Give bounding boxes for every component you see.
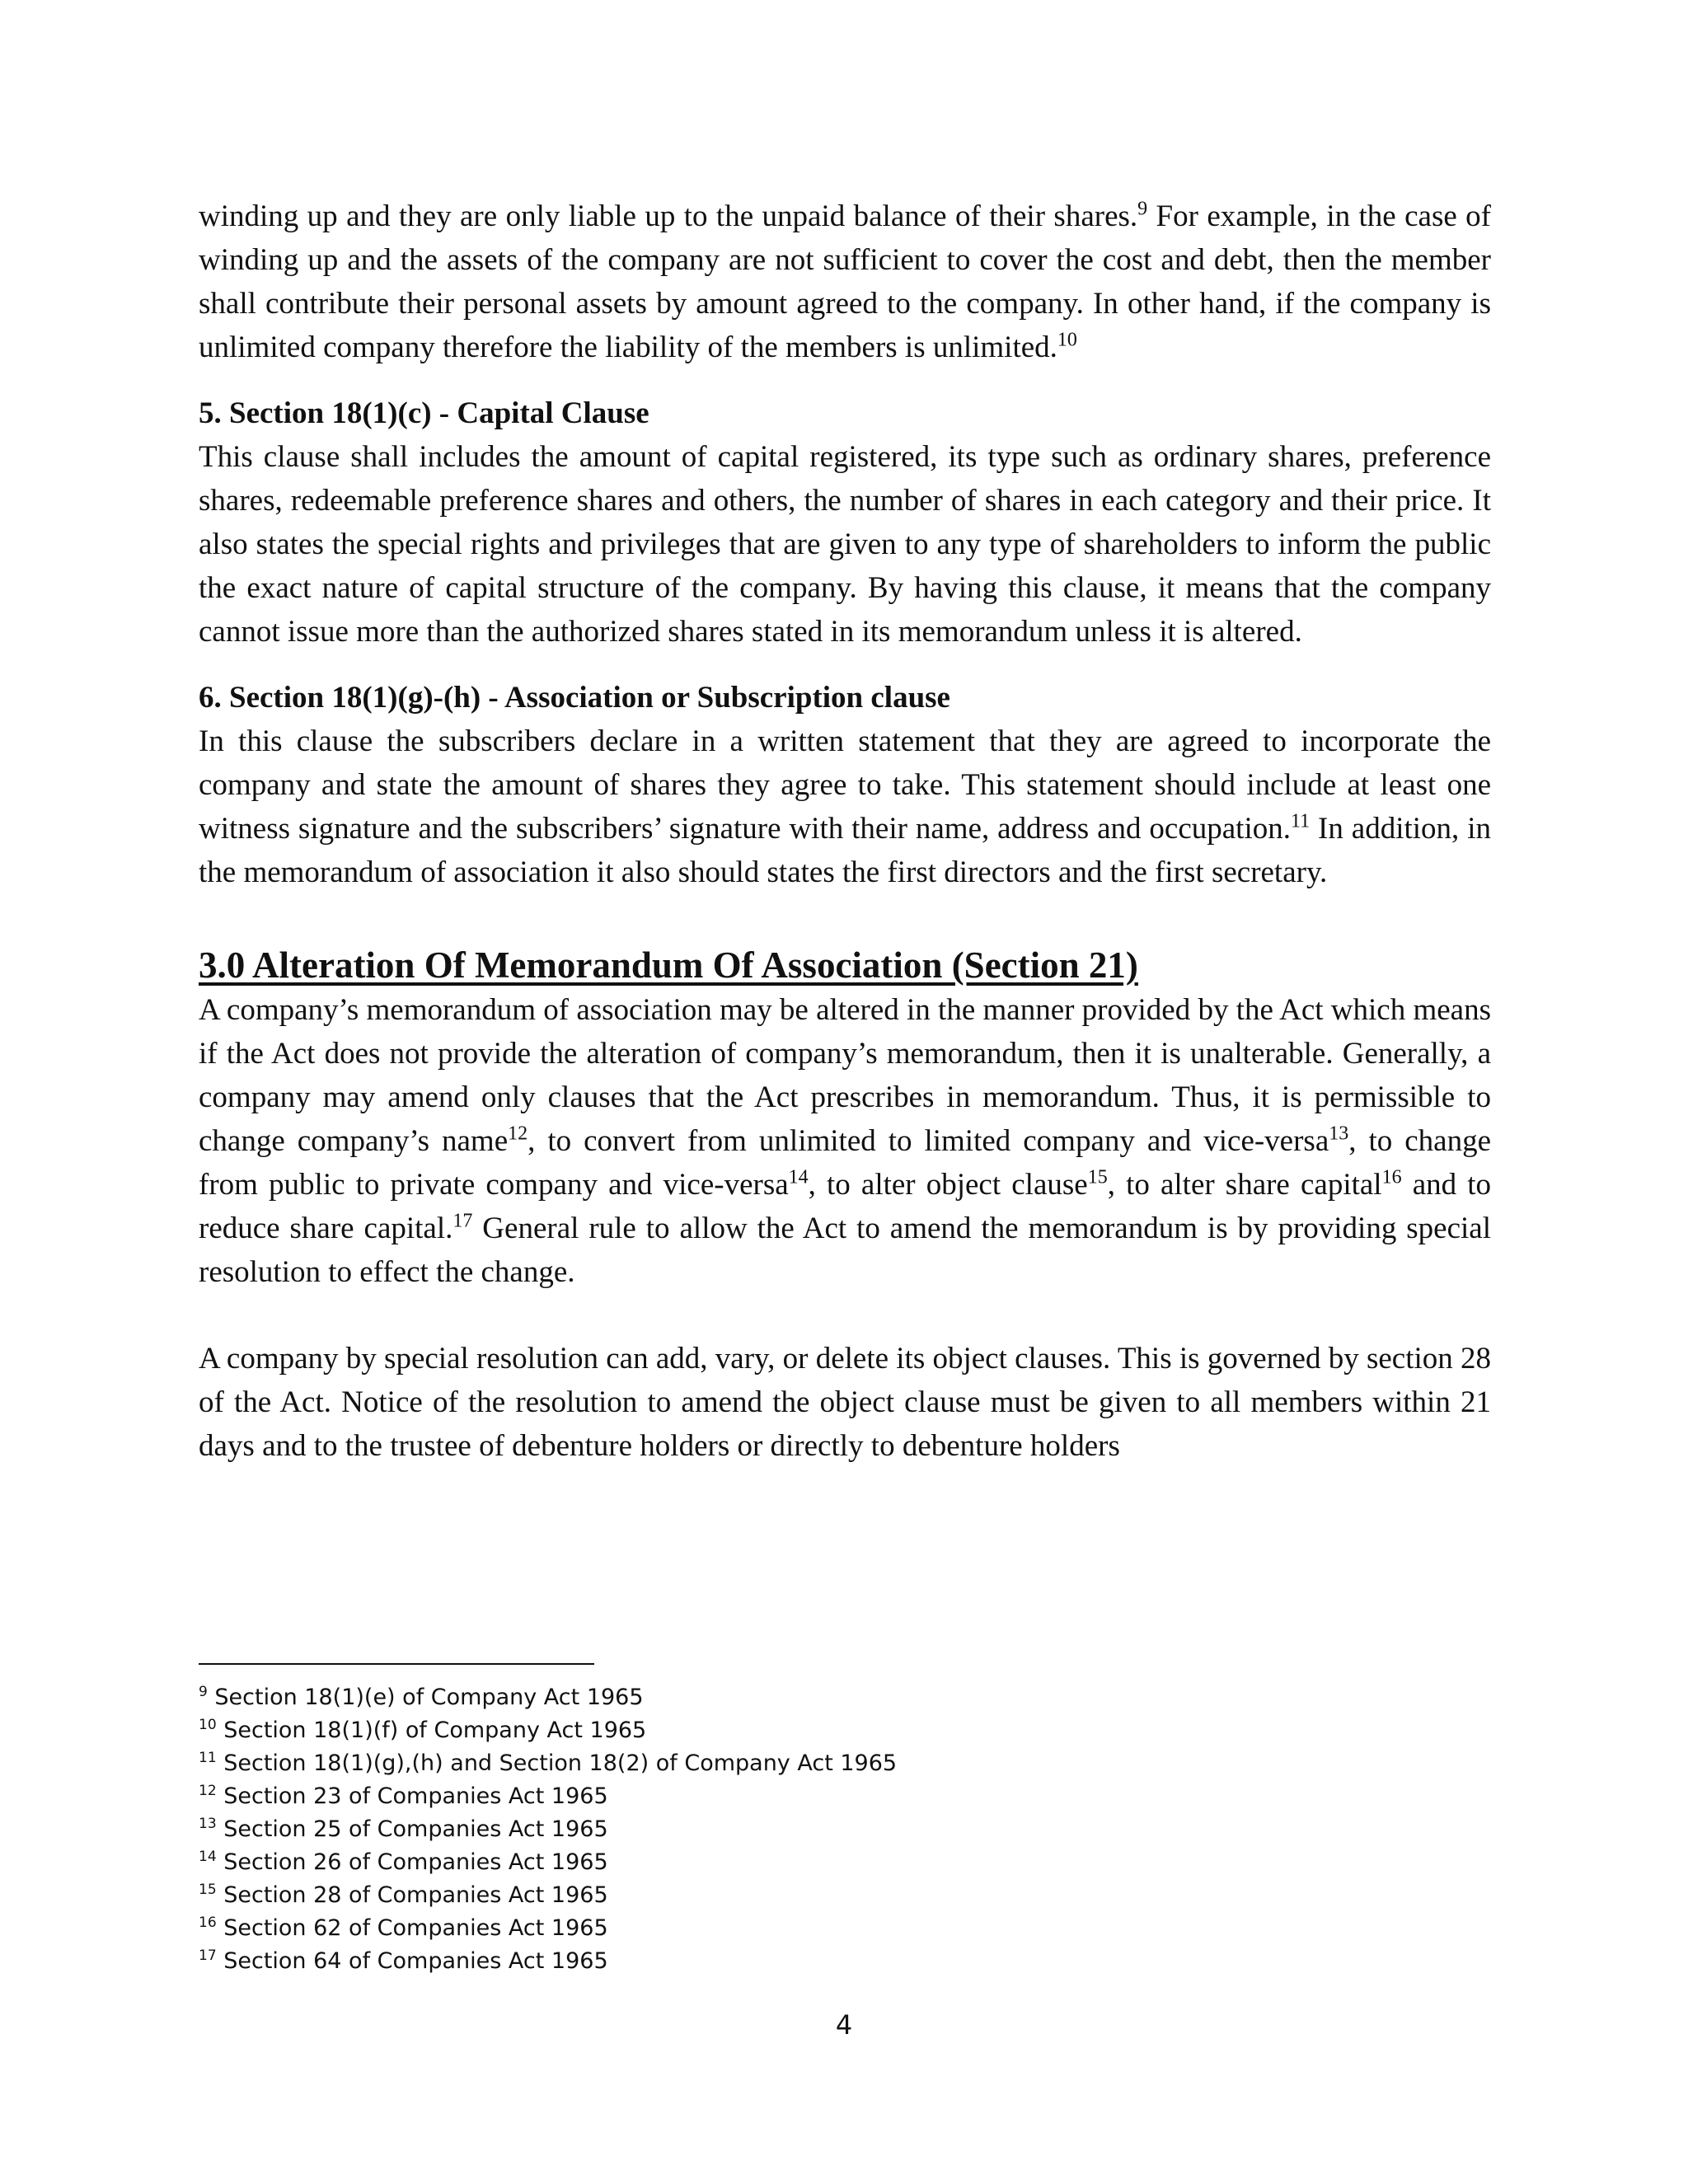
footnote-number: 16 [199, 1915, 217, 1931]
footnote-ref-12[interactable]: 12 [508, 1122, 528, 1145]
footnote-text: Section 28 of Companies Act 1965 [216, 1882, 608, 1908]
spacer [199, 1294, 1491, 1337]
paragraph-alteration [199, 988, 1491, 1294]
footnote-text: Section 26 of Companies Act 1965 [216, 1849, 608, 1875]
footnote-separator [199, 1663, 594, 1665]
paragraph-text: In this clause the subscribers declare in a written statement that they are agreed to incorporate the company and state the amount of shares they agree to take. This statement should include at least one witness signature and the subscribers’ signature with their name, address and occupation. [199, 724, 1491, 846]
footnote-text: Section 18(1)(g),(h) and Section 18(2) of Company Act 1965 [216, 1750, 898, 1776]
paragraph-text: , to alter share capital [1107, 1168, 1382, 1202]
footnote-11 [199, 1747, 897, 1780]
footnote-ref-17[interactable]: 17 [452, 1210, 473, 1232]
heading-alteration-section: 3.0 Alteration Of Memorandum Of Association (Section 21) [199, 944, 1138, 986]
footnote-number: 17 [199, 1947, 217, 1964]
footnote-9 [199, 1681, 897, 1714]
footnote-ref-14[interactable]: 14 [788, 1166, 809, 1188]
paragraph-intro [199, 194, 1491, 369]
paragraph-capital-clause: This clause shall includes the amount of capital registered, its type such as ordinary shares, preference shares, redeemable preference shares and others, the number of shares in each category and their price. It also states the special rights and privileges that are given to any type of shareholders to inform the public the exact nature of capital structure of the company. By having this clause, it means that the company cannot issue more than the authorized shares stated in its memorandum unless it is altered. [199, 440, 1491, 649]
footnote-10 [199, 1714, 897, 1747]
paragraph-subscription-clause [199, 719, 1491, 894]
footnote-text: Section 23 of Companies Act 1965 [216, 1783, 608, 1809]
paragraph-text: A company’s memorandum of association may be altered in the manner provided by the Act which means if the Act does not provide the alteration of company’s memorandum, then it is unalterable. Generally, a company may amend only clauses that the Act prescribes in memorandum. Thus, it is permissible to change company’s name [199, 993, 1491, 1158]
footnote-ref-10[interactable]: 10 [1057, 329, 1077, 351]
paragraph-text: , to alter object clause [808, 1168, 1088, 1202]
footnote-16 [199, 1912, 897, 1945]
footnote-text: Section 25 of Companies Act 1965 [216, 1816, 608, 1842]
footnote-ref-11[interactable]: 11 [1291, 810, 1311, 832]
paragraph-text: For example, in the case of winding up and the assets of the company are not sufficient to cover the cost and debt, then the member shall contribute their personal assets by amount agreed to the company. In other hand, if the company is unlimited company therefore the liability of the members is unlimited. [199, 199, 1491, 364]
footnote-text: Section 62 of Companies Act 1965 [216, 1915, 608, 1941]
spacer [199, 654, 1491, 676]
paragraph-text: and to reduce share capital. [199, 1168, 1492, 1245]
footnote-text: Section 64 of Companies Act 1965 [216, 1948, 608, 1974]
footnote-number: 14 [199, 1849, 217, 1865]
page-number: 4 [835, 2009, 853, 2041]
spacer [199, 369, 1491, 391]
footnote-number: 13 [199, 1816, 217, 1832]
footnote-14 [199, 1846, 897, 1879]
footnote-13 [199, 1813, 897, 1846]
footnote-number: 12 [199, 1783, 217, 1799]
footnote-15 [199, 1879, 897, 1912]
footnote-number: 11 [199, 1750, 217, 1766]
body-content [199, 194, 1491, 1468]
footnote-number: 9 [199, 1684, 208, 1700]
heading-capital-clause: 5. Section 18(1)(c) - Capital Clause [199, 396, 649, 430]
spacer [199, 894, 1491, 942]
footnote-text: Section 18(1)(f) of Company Act 1965 [216, 1718, 647, 1743]
footnote-ref-9[interactable]: 9 [1137, 198, 1148, 220]
footnote-17 [199, 1945, 897, 1978]
footnote-ref-16[interactable]: 16 [1381, 1166, 1402, 1188]
paragraph-object-clause: A company by special resolution can add, vary, or delete its object clauses. This is governed by section 28 of the Act. Notice of the resolution to amend the object clause must be given to all members within 21 days and to the trustee of debenture holders or directly to debenture holders [199, 1342, 1491, 1463]
paragraph-text: winding up and they are only liable up to the unpaid balance of their shares. [199, 199, 1138, 233]
paragraph-text: , to change from public to private company and vice-versa [199, 1124, 1491, 1202]
footnotes [199, 1681, 897, 1978]
footnote-number: 10 [199, 1717, 217, 1733]
footnote-12 [199, 1780, 897, 1813]
footnote-number: 15 [199, 1882, 217, 1898]
footnote-ref-13[interactable]: 13 [1329, 1122, 1349, 1145]
footnote-text: Section 18(1)(e) of Company Act 1965 [207, 1685, 644, 1710]
footnote-ref-15[interactable]: 15 [1087, 1166, 1108, 1188]
paragraph-text: , to convert from unlimited to limited company and vice-versa [528, 1124, 1329, 1158]
paragraph-text: General rule to allow the Act to amend the memorandum is by providing special resolution to effect the change. [199, 1212, 1491, 1289]
heading-subscription-clause: 6. Section 18(1)(g)-(h) - Association or Subscription clause [199, 681, 950, 715]
paragraph-text: In addition, in the memorandum of association it also should states the first directors and the first secretary. [199, 812, 1491, 889]
